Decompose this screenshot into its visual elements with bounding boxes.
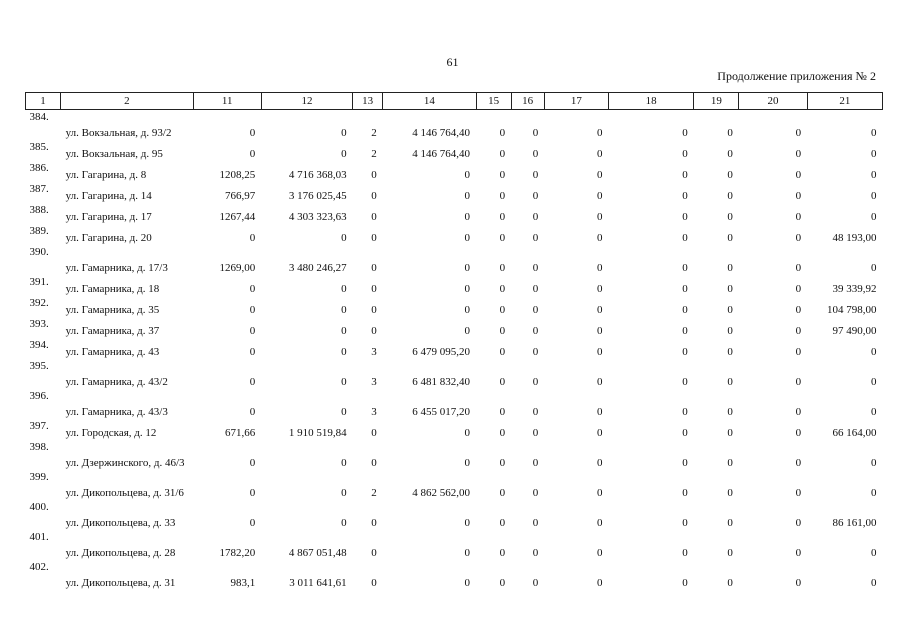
value-cell: 0 <box>371 190 377 202</box>
value-cell: 1269,00 <box>219 262 256 274</box>
value-cell: 0 <box>464 517 471 529</box>
value-cell: 0 <box>371 547 377 559</box>
value-cell: 0 <box>795 211 802 223</box>
table-row <box>26 110 883 141</box>
row-number: 396. <box>29 390 49 402</box>
value-cell: 0 <box>532 457 539 469</box>
column-header: 20 <box>739 93 807 110</box>
column-header: 11 <box>193 93 261 110</box>
value-cell: 3 <box>371 376 377 388</box>
table-row <box>26 245 883 275</box>
value-cell: 0 <box>371 577 377 589</box>
value-cell: 0 <box>371 262 377 274</box>
value-cell: 0 <box>371 211 377 223</box>
value-cell: 0 <box>596 346 603 358</box>
value-cell: 6 481 832,40 <box>412 376 471 388</box>
row-number: 390. <box>29 246 49 258</box>
value-cell: 0 <box>532 127 539 139</box>
row-number: 386. <box>29 162 49 174</box>
value-cell: 0 <box>871 376 877 388</box>
value-cell: 0 <box>464 262 471 274</box>
value-cell: 0 <box>499 127 506 139</box>
value-cell: 0 <box>341 148 347 160</box>
value-cell: 0 <box>464 427 471 439</box>
table-row <box>26 275 883 296</box>
value-cell: 0 <box>727 262 733 274</box>
address-cell: ул. Гамарника, д. 43/3 <box>65 406 168 418</box>
table-row <box>26 338 883 359</box>
value-cell: 0 <box>341 346 347 358</box>
value-cell: 0 <box>371 427 377 439</box>
address-cell: ул. Дикопольцева, д. 31 <box>65 577 176 589</box>
table-row <box>26 560 883 590</box>
value-cell: 0 <box>499 517 506 529</box>
header-row <box>26 93 883 110</box>
value-cell: 0 <box>464 190 471 202</box>
value-cell: 0 <box>341 376 347 388</box>
value-cell: 0 <box>249 127 256 139</box>
column-header: 16 <box>511 93 544 110</box>
value-cell: 0 <box>727 169 733 181</box>
table-row <box>26 182 883 203</box>
value-cell: 0 <box>532 148 539 160</box>
value-cell: 0 <box>499 577 506 589</box>
appendix-continuation-note: Продолжение приложения № 2 <box>717 69 876 83</box>
value-cell: 0 <box>795 127 802 139</box>
value-cell: 0 <box>499 406 506 418</box>
value-cell: 0 <box>532 262 539 274</box>
table-row <box>26 161 883 182</box>
value-cell: 0 <box>682 427 688 439</box>
row-number: 394. <box>29 339 49 351</box>
value-cell: 0 <box>596 457 603 469</box>
value-cell: 104 798,00 <box>827 304 877 316</box>
value-cell: 0 <box>596 406 603 418</box>
value-cell: 0 <box>795 325 802 337</box>
address-cell: ул. Городская, д. 12 <box>65 427 157 439</box>
value-cell: 0 <box>795 487 802 499</box>
value-cell: 0 <box>596 127 603 139</box>
value-cell: 4 146 764,40 <box>412 148 471 160</box>
address-cell: ул. Дикопольцева, д. 31/6 <box>65 487 184 499</box>
value-cell: 0 <box>499 346 506 358</box>
value-cell: 0 <box>871 262 877 274</box>
value-cell: 4 862 562,00 <box>412 487 471 499</box>
value-cell: 0 <box>871 211 877 223</box>
value-cell: 0 <box>341 325 347 337</box>
value-cell: 0 <box>795 427 802 439</box>
value-cell: 671,66 <box>225 427 256 439</box>
value-cell: 0 <box>596 376 603 388</box>
value-cell: 0 <box>464 211 471 223</box>
table-row <box>26 419 883 440</box>
value-cell: 0 <box>871 127 877 139</box>
value-cell: 0 <box>871 577 877 589</box>
column-header: 19 <box>694 93 739 110</box>
value-cell: 0 <box>682 190 688 202</box>
value-cell: 0 <box>596 283 603 295</box>
address-cell: ул. Гамарника, д. 35 <box>65 304 160 316</box>
value-cell: 0 <box>341 487 347 499</box>
value-cell: 0 <box>499 427 506 439</box>
column-header: 2 <box>61 93 193 110</box>
value-cell: 4 716 368,03 <box>288 169 347 181</box>
value-cell: 0 <box>596 547 603 559</box>
value-cell: 0 <box>727 547 733 559</box>
value-cell: 983,1 <box>230 577 256 589</box>
value-cell: 0 <box>682 547 688 559</box>
value-cell: 0 <box>464 457 471 469</box>
value-cell: 3 011 641,61 <box>289 577 347 589</box>
column-header: 17 <box>544 93 608 110</box>
value-cell: 0 <box>464 304 471 316</box>
value-cell: 0 <box>727 346 733 358</box>
value-cell: 0 <box>682 262 688 274</box>
value-cell: 0 <box>249 406 256 418</box>
value-cell: 0 <box>682 577 688 589</box>
value-cell: 0 <box>682 304 688 316</box>
value-cell: 0 <box>795 577 802 589</box>
row-number: 397. <box>29 420 49 432</box>
table-row <box>26 530 883 560</box>
value-cell: 2 <box>371 487 377 499</box>
value-cell: 0 <box>499 211 506 223</box>
column-header: 21 <box>807 93 882 110</box>
value-cell: 0 <box>371 457 377 469</box>
value-cell: 0 <box>795 190 802 202</box>
value-cell: 0 <box>596 169 603 181</box>
value-cell: 66 164,00 <box>832 427 877 439</box>
value-cell: 0 <box>532 406 539 418</box>
row-number: 392. <box>29 297 49 309</box>
column-header: 14 <box>383 93 476 110</box>
value-cell: 0 <box>371 325 377 337</box>
table-row <box>26 203 883 224</box>
value-cell: 0 <box>499 169 506 181</box>
table-row <box>26 500 883 530</box>
value-cell: 0 <box>249 283 256 295</box>
value-cell: 86 161,00 <box>832 517 877 529</box>
value-cell: 0 <box>249 517 256 529</box>
value-cell: 0 <box>727 190 733 202</box>
address-cell: ул. Дикопольцева, д. 33 <box>65 517 176 529</box>
value-cell: 0 <box>727 232 733 244</box>
value-cell: 0 <box>249 487 256 499</box>
value-cell: 48 193,00 <box>832 232 877 244</box>
value-cell: 0 <box>499 262 506 274</box>
value-cell: 1 910 519,84 <box>288 427 347 439</box>
row-number: 400. <box>29 501 49 513</box>
address-cell: ул. Гагарина, д. 20 <box>65 232 152 244</box>
value-cell: 0 <box>682 517 688 529</box>
value-cell: 6 479 095,20 <box>412 346 471 358</box>
row-number: 399. <box>29 471 49 483</box>
value-cell: 0 <box>371 169 377 181</box>
column-header: 13 <box>353 93 383 110</box>
value-cell: 0 <box>532 190 539 202</box>
value-cell: 0 <box>596 517 603 529</box>
value-cell: 39 339,92 <box>832 283 877 295</box>
value-cell: 0 <box>727 406 733 418</box>
page-number: 61 <box>446 55 459 69</box>
value-cell: 0 <box>795 346 802 358</box>
value-cell: 0 <box>727 517 733 529</box>
value-cell: 0 <box>682 232 688 244</box>
value-cell: 0 <box>682 406 688 418</box>
address-cell: ул. Гамарника, д. 18 <box>65 283 160 295</box>
table-row <box>26 470 883 500</box>
value-cell: 0 <box>249 325 256 337</box>
table-row <box>26 440 883 470</box>
value-cell: 0 <box>682 487 688 499</box>
column-header: 12 <box>261 93 352 110</box>
value-cell: 0 <box>464 325 471 337</box>
table-row <box>26 389 883 419</box>
value-cell: 97 490,00 <box>832 325 877 337</box>
value-cell: 0 <box>795 304 802 316</box>
value-cell: 1267,44 <box>219 211 256 223</box>
row-number: 387. <box>29 183 49 195</box>
value-cell: 0 <box>499 457 506 469</box>
value-cell: 0 <box>727 427 733 439</box>
value-cell: 0 <box>596 487 603 499</box>
value-cell: 0 <box>727 577 733 589</box>
value-cell: 0 <box>682 148 688 160</box>
value-cell: 1782,20 <box>219 547 256 559</box>
value-cell: 0 <box>871 406 877 418</box>
address-cell: ул. Дзержинского, д. 46/3 <box>65 457 185 469</box>
value-cell: 0 <box>795 232 802 244</box>
value-cell: 0 <box>871 547 877 559</box>
value-cell: 0 <box>499 148 506 160</box>
value-cell: 0 <box>341 457 347 469</box>
row-number: 391. <box>29 276 49 288</box>
value-cell: 0 <box>596 148 603 160</box>
value-cell: 0 <box>682 211 688 223</box>
value-cell: 0 <box>249 376 256 388</box>
value-cell: 3 176 025,45 <box>288 190 347 202</box>
value-cell: 0 <box>682 346 688 358</box>
value-cell: 0 <box>532 547 539 559</box>
value-cell: 0 <box>871 190 877 202</box>
value-cell: 0 <box>371 517 377 529</box>
value-cell: 0 <box>795 406 802 418</box>
value-cell: 0 <box>871 487 877 499</box>
value-cell: 0 <box>532 346 539 358</box>
value-cell: 0 <box>249 232 256 244</box>
value-cell: 0 <box>532 427 539 439</box>
value-cell: 6 455 017,20 <box>412 406 471 418</box>
value-cell: 0 <box>727 457 733 469</box>
value-cell: 0 <box>795 262 802 274</box>
value-cell: 0 <box>682 169 688 181</box>
value-cell: 0 <box>596 232 603 244</box>
value-cell: 0 <box>464 169 471 181</box>
value-cell: 0 <box>249 346 256 358</box>
address-cell: ул. Вокзальная, д. 95 <box>65 148 163 160</box>
value-cell: 0 <box>871 169 877 181</box>
value-cell: 0 <box>795 169 802 181</box>
value-cell: 0 <box>464 547 471 559</box>
row-number: 384. <box>29 111 49 123</box>
value-cell: 0 <box>464 577 471 589</box>
value-cell: 0 <box>596 427 603 439</box>
address-cell: ул. Дикопольцева, д. 28 <box>65 547 176 559</box>
value-cell: 4 146 764,40 <box>412 127 471 139</box>
value-cell: 0 <box>795 376 802 388</box>
value-cell: 0 <box>795 148 802 160</box>
value-cell: 0 <box>727 127 733 139</box>
value-cell: 0 <box>596 262 603 274</box>
address-cell: ул. Гамарника, д. 37 <box>65 325 160 337</box>
value-cell: 0 <box>371 283 377 295</box>
value-cell: 0 <box>249 148 256 160</box>
address-cell: ул. Гамарника, д. 17/3 <box>65 262 168 274</box>
row-number: 385. <box>29 141 49 153</box>
value-cell: 3 <box>371 346 377 358</box>
table-row <box>26 224 883 245</box>
value-cell: 0 <box>795 457 802 469</box>
table-body <box>26 110 883 591</box>
value-cell: 0 <box>596 577 603 589</box>
value-cell: 0 <box>499 232 506 244</box>
value-cell: 3 <box>371 406 377 418</box>
value-cell: 0 <box>596 190 603 202</box>
row-number: 393. <box>29 318 49 330</box>
value-cell: 0 <box>341 406 347 418</box>
value-cell: 2 <box>371 127 377 139</box>
row-number: 395. <box>29 360 49 372</box>
value-cell: 766,97 <box>225 190 256 202</box>
value-cell: 0 <box>727 325 733 337</box>
value-cell: 0 <box>499 547 506 559</box>
address-cell: ул. Гагарина, д. 8 <box>65 169 147 181</box>
value-cell: 0 <box>532 283 539 295</box>
row-number: 389. <box>29 225 49 237</box>
row-number: 402. <box>29 561 49 573</box>
value-cell: 0 <box>596 304 603 316</box>
value-cell: 0 <box>532 211 539 223</box>
value-cell: 0 <box>727 283 733 295</box>
value-cell: 3 480 246,27 <box>288 262 347 274</box>
table-row <box>26 317 883 338</box>
value-cell: 0 <box>249 457 256 469</box>
value-cell: 0 <box>682 127 688 139</box>
address-cell: ул. Вокзальная, д. 93/2 <box>65 127 172 139</box>
value-cell: 0 <box>795 517 802 529</box>
table-row <box>26 359 883 389</box>
value-cell: 0 <box>871 148 877 160</box>
value-cell: 0 <box>532 376 539 388</box>
value-cell: 0 <box>532 304 539 316</box>
value-cell: 0 <box>464 283 471 295</box>
value-cell: 0 <box>341 283 347 295</box>
value-cell: 0 <box>682 376 688 388</box>
table-row <box>26 140 883 161</box>
address-cell: ул. Гамарника, д. 43 <box>65 346 160 358</box>
value-cell: 0 <box>596 211 603 223</box>
value-cell: 0 <box>596 325 603 337</box>
register-table <box>25 92 883 590</box>
value-cell: 0 <box>532 487 539 499</box>
value-cell: 0 <box>871 457 877 469</box>
value-cell: 0 <box>727 304 733 316</box>
value-cell: 0 <box>499 304 506 316</box>
address-cell: ул. Гагарина, д. 14 <box>65 190 152 202</box>
row-number: 398. <box>29 441 49 453</box>
value-cell: 0 <box>499 487 506 499</box>
value-cell: 0 <box>727 148 733 160</box>
value-cell: 0 <box>871 346 877 358</box>
value-cell: 0 <box>795 283 802 295</box>
address-cell: ул. Гамарника, д. 43/2 <box>65 376 168 388</box>
value-cell: 0 <box>727 376 733 388</box>
row-number: 401. <box>29 531 49 543</box>
value-cell: 0 <box>532 232 539 244</box>
address-cell: ул. Гагарина, д. 17 <box>65 211 152 223</box>
value-cell: 0 <box>341 127 347 139</box>
value-cell: 0 <box>499 325 506 337</box>
value-cell: 0 <box>682 325 688 337</box>
value-cell: 0 <box>727 487 733 499</box>
value-cell: 0 <box>682 457 688 469</box>
column-header: 1 <box>26 93 61 110</box>
value-cell: 0 <box>499 283 506 295</box>
value-cell: 0 <box>682 283 688 295</box>
value-cell: 0 <box>499 376 506 388</box>
value-cell: 1208,25 <box>219 169 256 181</box>
value-cell: 0 <box>341 517 347 529</box>
value-cell: 0 <box>341 232 347 244</box>
table-row <box>26 296 883 317</box>
value-cell: 2 <box>371 148 377 160</box>
column-header: 15 <box>476 93 511 110</box>
value-cell: 0 <box>371 232 377 244</box>
row-number: 388. <box>29 204 49 216</box>
value-cell: 4 867 051,48 <box>288 547 347 559</box>
value-cell: 0 <box>532 169 539 181</box>
value-cell: 0 <box>341 304 347 316</box>
value-cell: 4 303 323,63 <box>288 211 347 223</box>
value-cell: 0 <box>532 577 539 589</box>
value-cell: 0 <box>249 304 256 316</box>
value-cell: 0 <box>464 232 471 244</box>
value-cell: 0 <box>532 325 539 337</box>
value-cell: 0 <box>532 517 539 529</box>
value-cell: 0 <box>727 211 733 223</box>
value-cell: 0 <box>371 304 377 316</box>
value-cell: 0 <box>499 190 506 202</box>
column-header: 18 <box>608 93 693 110</box>
value-cell: 0 <box>795 547 802 559</box>
